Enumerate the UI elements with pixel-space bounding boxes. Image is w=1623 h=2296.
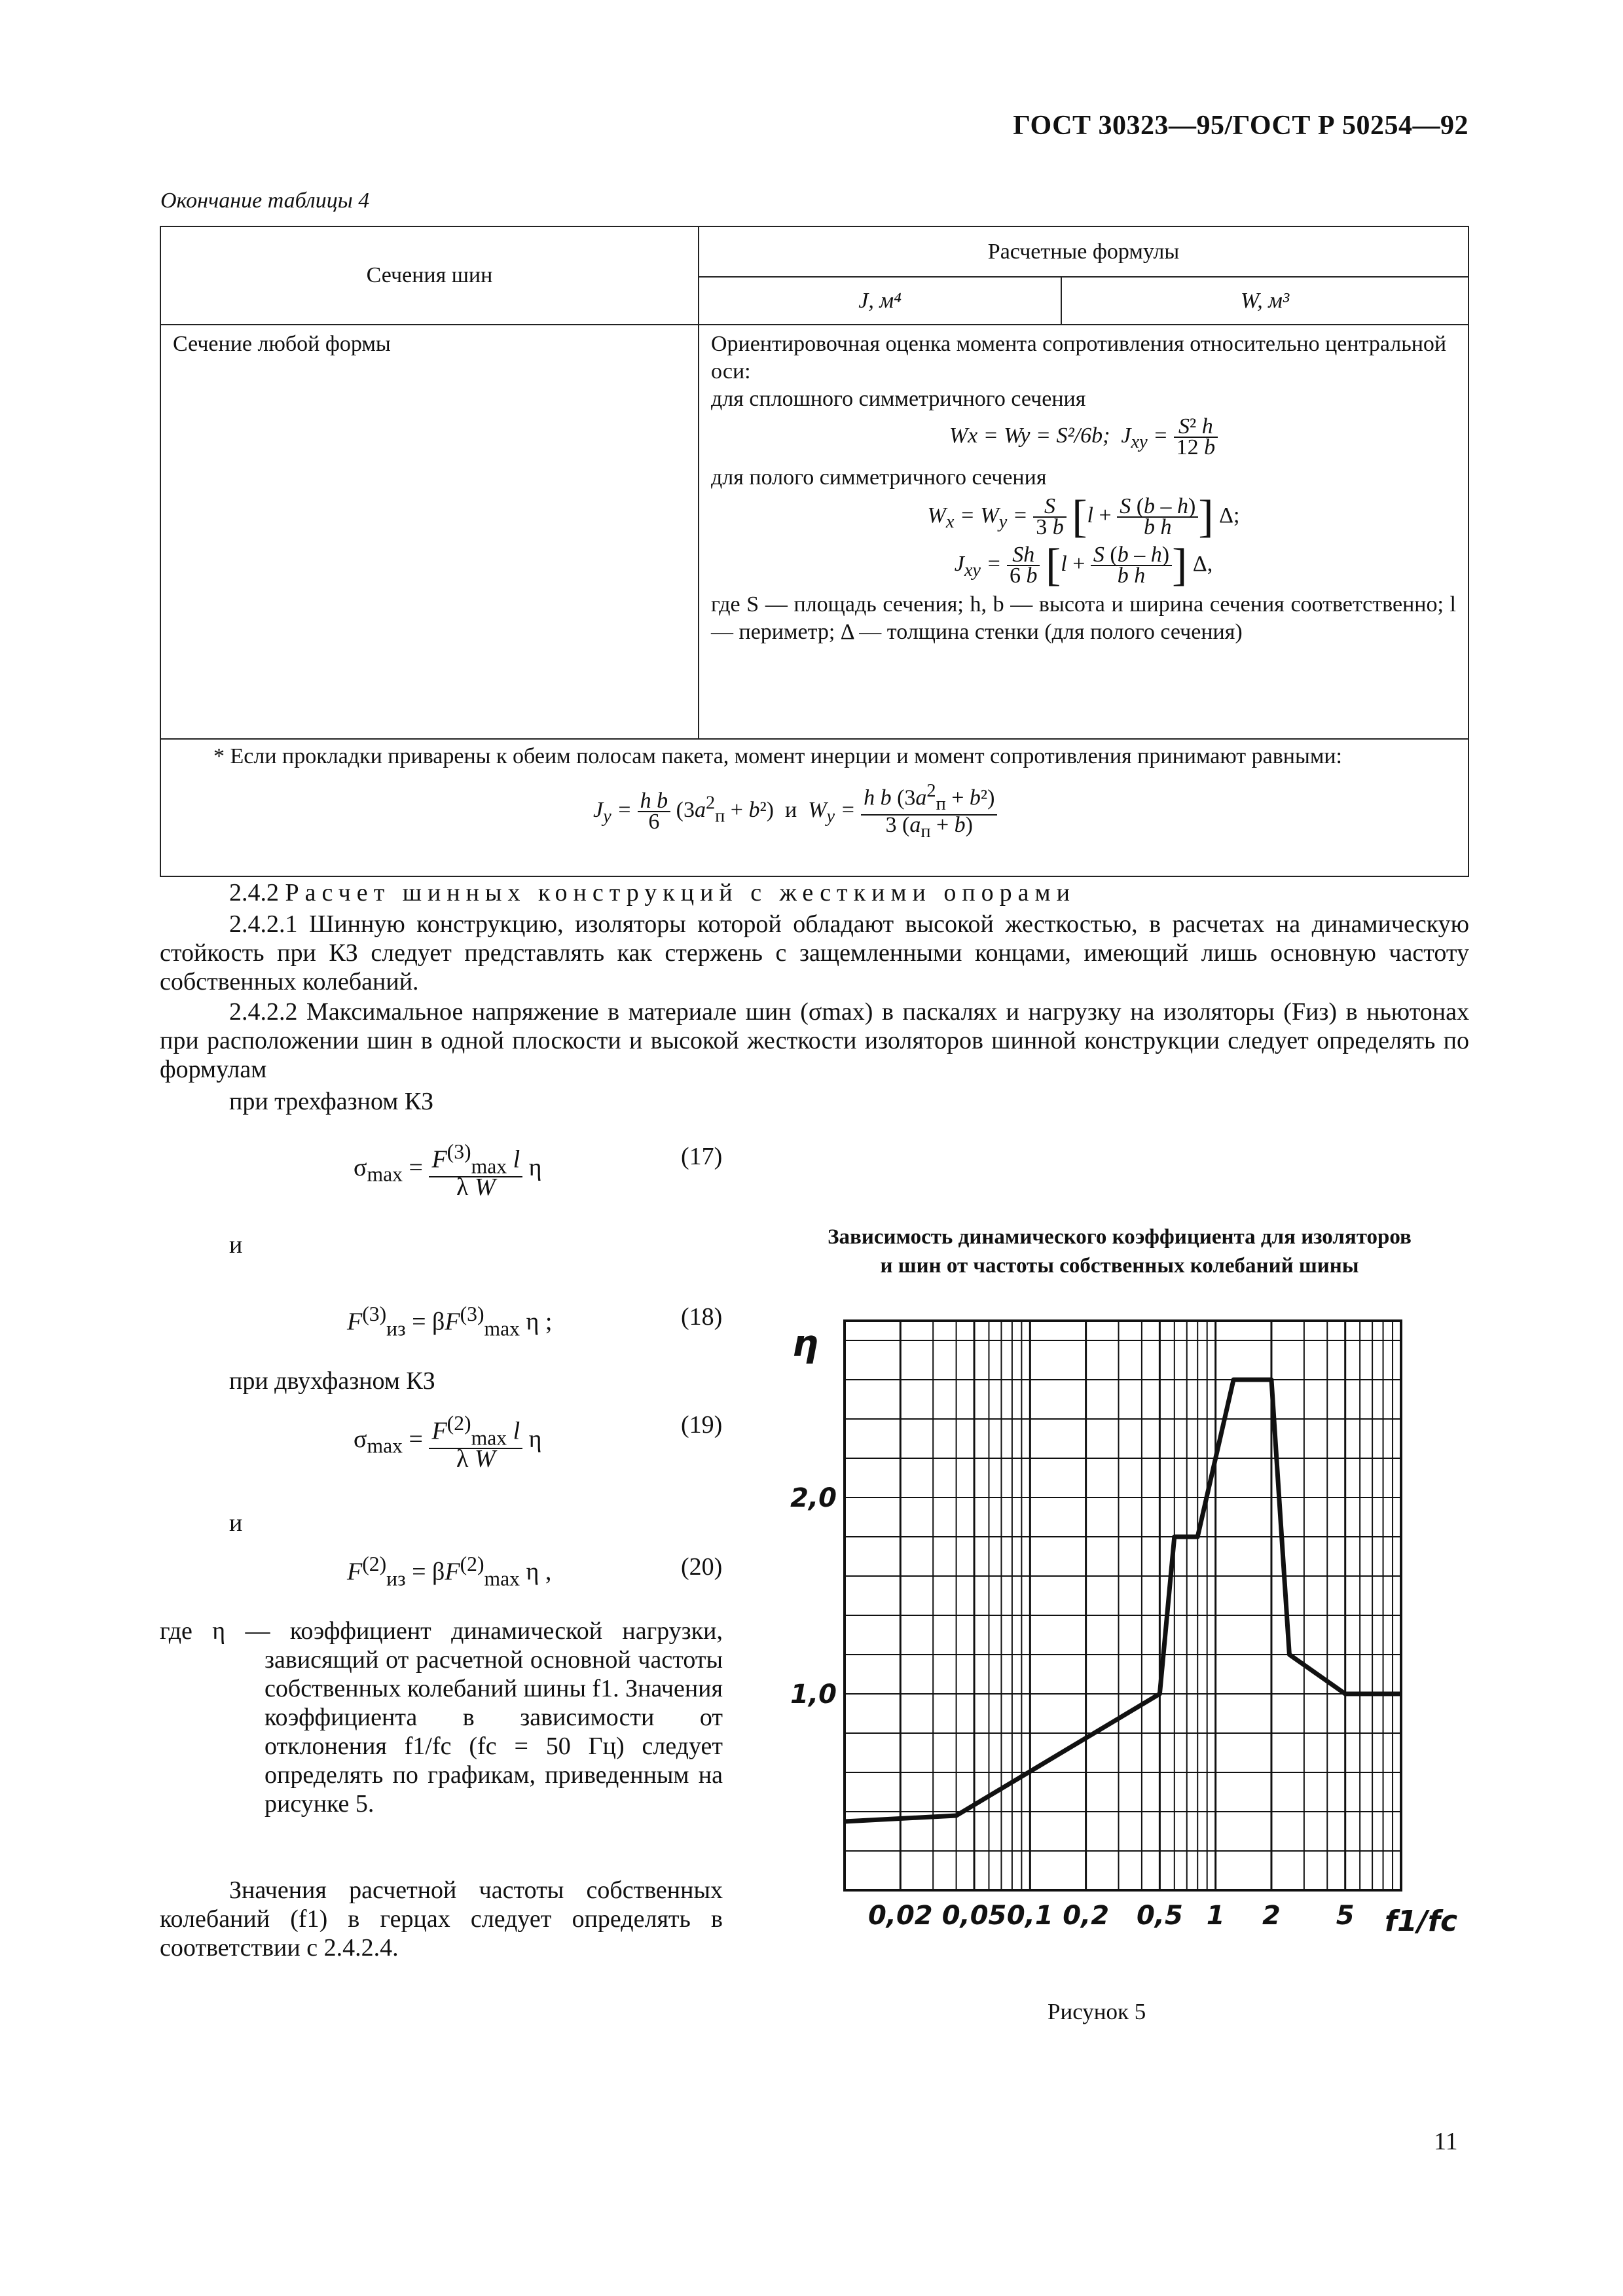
x-axis-label: f1/fc (1385, 1905, 1458, 1938)
table-formula-cell (699, 325, 1468, 739)
solid-formula-w: Wx = Wy = S²/6b; (949, 423, 1110, 448)
x-tick-label: 0,02 (867, 1901, 933, 1931)
solid-formula: Wx = Wy = S²/6b; $J_{xy}$ = $\frac{\text{S² h}}{12 b}$ (711, 417, 1456, 457)
two-phase-label: при двухфазном КЗ (229, 1367, 435, 1395)
table-footnote-cell (160, 739, 1468, 876)
three-phase-label: при трехфазном КЗ (229, 1088, 434, 1115)
x-tick-label: 0,2 (1063, 1901, 1110, 1931)
hollow-formula-w: $W_x = W_y$ = $\frac{S}{3 b}$ [l + $\frac{S (b - h)}{\text{b h}}$ ] Δ; (927, 492, 1240, 542)
chart-grid (845, 1321, 1401, 1890)
table-row-label (160, 325, 699, 739)
section-heading (229, 878, 1076, 907)
and-label-2: и (229, 1509, 243, 1537)
hollow-formula-j: $J_{xy}$ = $\frac{Sh}{6 b}$ [l + $\frac{S (b - h)}{\text{b h}}$ ] Δ, (954, 540, 1213, 590)
equation-20-number: (20) (681, 1553, 723, 1581)
and-label-1: и (229, 1231, 243, 1259)
equation-19-number: (19) (681, 1411, 723, 1439)
x-tick-label: 2 (1262, 1901, 1281, 1931)
x-tick-label: 0,1 (1006, 1901, 1053, 1931)
table-header-j: J, м⁴ (699, 277, 1061, 325)
equation-18-number: (18) (681, 1303, 723, 1331)
equation-17-number: (17) (681, 1143, 723, 1170)
x-tick-label: 1 (1206, 1901, 1225, 1931)
formulas-table (160, 226, 1469, 877)
section-label: Сечение любой формы (173, 332, 391, 356)
solid-label: для сплошного симметричного сечения (711, 387, 1086, 411)
where-text: где S — площадь сечения; h, b — высота и ширина сечения соответственно; l — периметр; Δ — толщина стенки (для полого сечения) (711, 592, 1456, 644)
plot-frame (845, 1321, 1401, 1890)
x-tick-label: 0,5 (1136, 1901, 1183, 1931)
footnote-text: * Если прокладки приварены к обеим полосам пакета, момент инерции и момент сопротивления принимают равными: (213, 744, 1342, 768)
hollow-label: для полого симметричного сечения (711, 465, 1047, 490)
footnote-formula: $J_y$ = $\frac{\text{h b}}{6}$ $(3a^2_п + b^2)$ и $W_y$ = $\frac{h b (3a^2_п + b^2)}{3 (a_п + b)}$ (593, 781, 1455, 842)
document-header: ГОСТ 30323—95/ГОСТ Р 50254—92 (1013, 111, 1468, 141)
eta-curve (845, 1380, 1401, 1821)
intro-text: Ориентировочная оценка момента сопротивления относительно центральной оси: (711, 332, 1447, 384)
y-tick-label: 1,0 (790, 1679, 837, 1710)
equation-17: $\sigma_{max}$ = $\frac{F^{(3)}_{max} l}{\text{λ W}}$ η (354, 1140, 542, 1202)
figure-title (759, 1223, 1480, 1280)
x-tick-label: 5 (1336, 1901, 1355, 1931)
table-header-formulas: Расчетные формулы (699, 226, 1468, 277)
y-axis-label: η (792, 1323, 818, 1365)
y-tick-label: 2,0 (790, 1483, 837, 1513)
eta-definition: где η — коэффициент динамической нагрузки, зависящий от расчетной основной частоты собственных колебаний шины f1. Значения коэффициента в зависимости от отклонения f1/fc (fc = 50 Гц) следует определять по графикам, приведенным на рисунке 5. (160, 1617, 723, 1818)
table-header-section: Сечения шин (160, 226, 699, 325)
figure-title-line2: и шин от частоты собственных колебаний шины (880, 1254, 1359, 1278)
table-header-w: W, м³ (1061, 277, 1468, 325)
paragraph-frequency: Значения расчетной частоты собственных колебаний (f1) в герцах следует определять в соответствии с 2.4.2.4. (160, 1876, 723, 1962)
section-heading-text: Расчет шинных конструкций с жесткими опорами (285, 879, 1076, 906)
paragraph-2422: 2.4.2.2 Максимальное напряжение в материале шин (σmax) в паскалях и нагрузку на изоляторы (Fиз) в ньютонах при расположении шин в одной плоскости и высокой жесткости изоляторов шинной конструкции следует определять по формулам (160, 998, 1469, 1083)
figure-caption: Рисунок 5 (1048, 1999, 1146, 2024)
eta-frequency-chart (773, 1309, 1480, 1964)
equation-19: $\sigma_{max}$ = $\frac{F^{(2)}_{max} l}{\text{λ W}}$ η (354, 1412, 542, 1473)
footnote-and: и (785, 797, 797, 822)
x-tick-label: 0,05 (941, 1901, 1007, 1931)
figure-title-line1: Зависимость динамического коэффициента для изоляторов (828, 1225, 1412, 1249)
section-heading-number: 2.4.2 (229, 879, 279, 906)
table-caption: Окончание таблицы 4 (160, 188, 370, 213)
page-number: 11 (1434, 2128, 1458, 2155)
equation-20: $F^{(2)}_{из} = \beta F^{(2)}_{max}$ η , (347, 1552, 552, 1590)
equation-18: $F^{(3)}_{из} = \beta F^{(3)}_{max}$ η ; (347, 1302, 553, 1340)
paragraph-2421: 2.4.2.1 Шинную конструкцию, изоляторы которой обладают высокой жесткостью, в расчетах на динамическую стойкость при КЗ следует представлять как стержень с защемленными концами, имеющий лишь основную частоту собственных колебаний. (160, 910, 1469, 996)
